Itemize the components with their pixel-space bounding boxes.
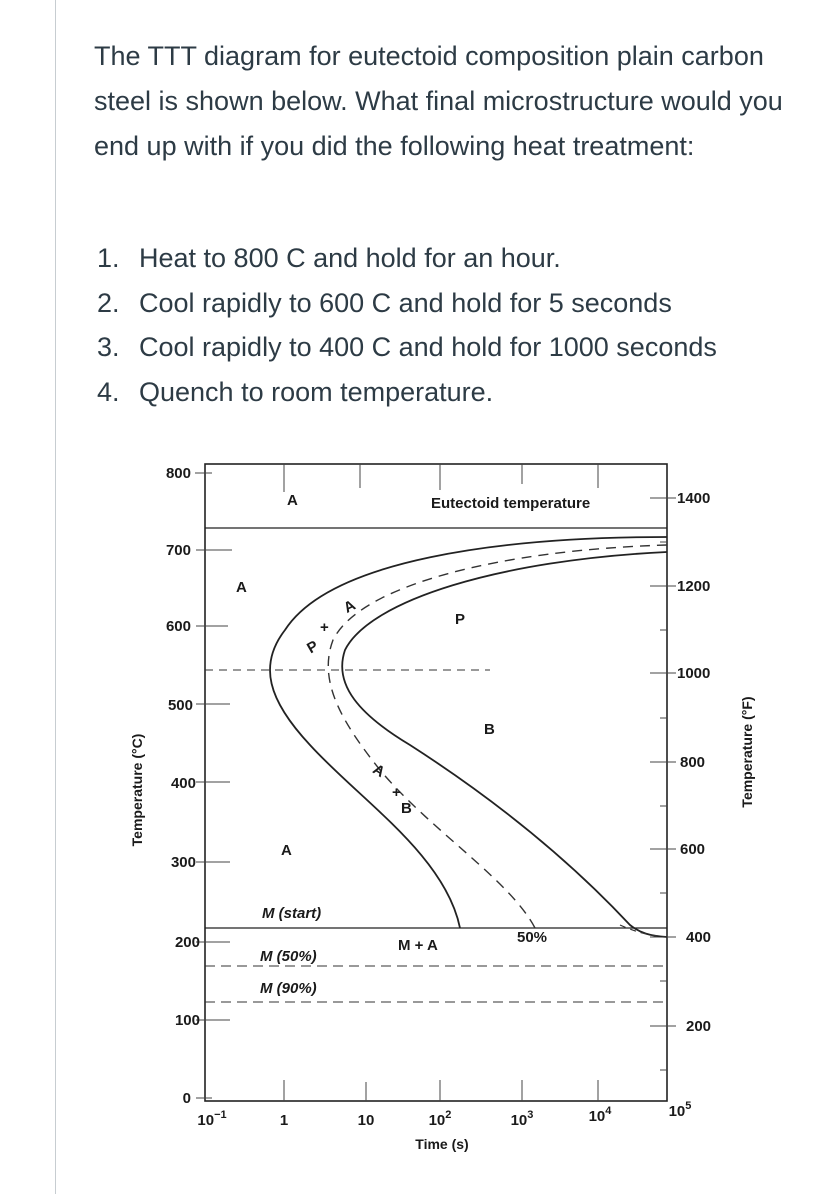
t2-base: 10 [428, 1112, 446, 1129]
c-tick-600: 600 [165, 618, 191, 635]
c-tick-500: 500 [167, 697, 193, 714]
label-austenite-top: A [287, 492, 298, 509]
label-a-plus-p-p: P [304, 637, 322, 658]
step-number: 1. [97, 243, 120, 273]
label-austenite-left: A [236, 579, 247, 596]
c-tick-800: 800 [165, 465, 191, 482]
step-text: Quench to room temperature. [139, 376, 494, 407]
t-tick-0: 1 [279, 1112, 289, 1129]
c-tick-200: 200 [174, 934, 200, 951]
f-tick-1400: 1400 [677, 490, 711, 507]
t5-base: 10 [668, 1103, 686, 1120]
f-tick-200: 200 [686, 1018, 712, 1035]
start-curve [270, 537, 667, 928]
list-item [97, 325, 817, 370]
fifty-percent-curve [328, 545, 667, 928]
t3-base: 10 [510, 1112, 528, 1129]
ttt-diagram [110, 455, 770, 1175]
lower-dashed-curve [620, 925, 667, 937]
label-fifty-percent: 50% [517, 929, 548, 946]
f-tick-600: 600 [680, 841, 706, 858]
step-number: 3. [97, 332, 120, 362]
label-m50: M (50%) [260, 948, 317, 965]
c-tick-100: 100 [174, 1012, 200, 1029]
f-tick-1000: 1000 [677, 665, 711, 682]
finish-curve [342, 552, 667, 937]
question-prompt: The TTT diagram for eutectoid composition plain carbon steel is shown below. What final microstructure would you end up with if you did the following heat treatment: [94, 41, 783, 161]
c-tick-300: 300 [170, 854, 196, 871]
step-number: 2. [97, 287, 120, 318]
list-item [97, 236, 817, 281]
c-tick-0: 0 [182, 1090, 191, 1107]
time-axis-ticks [284, 464, 598, 1101]
label-austenite-lower: A [281, 842, 292, 859]
label-m90: M (90%) [260, 980, 317, 997]
t3-exp: 3 [527, 1109, 534, 1121]
celsius-axis-title: Temperature (°C) [129, 733, 145, 847]
t-minus1-base: 10 [197, 1112, 215, 1129]
step-text: Cool rapidly to 400 C and hold for 1000 seconds [139, 332, 717, 362]
label-eutectoid-temperature: Eutectoid temperature [431, 495, 591, 512]
label-a-plus-p-plus: + [320, 619, 329, 636]
t-tick-minus1 [197, 1109, 226, 1129]
t-tick-3 [511, 1109, 534, 1129]
t-tick-1: 10 [357, 1112, 375, 1129]
label-a-plus-b-a: A [369, 760, 388, 782]
list-item [97, 370, 817, 415]
time-axis-title: Time (s) [415, 1136, 469, 1152]
label-bainite: B [484, 721, 495, 738]
t-tick-2 [429, 1109, 452, 1129]
label-a-plus-b-plus: + [392, 784, 401, 801]
label-pearlite: P [455, 611, 466, 628]
label-a-plus-b-b: B [401, 800, 412, 817]
fahrenheit-axis-title: Temperature (°F) [739, 696, 755, 808]
fahrenheit-axis-ticks [650, 498, 676, 1070]
celsius-axis-ticks [195, 473, 232, 1098]
t5-exp: 5 [685, 1100, 692, 1112]
step-text: Cool rapidly to 600 C and hold for 5 seconds [139, 287, 672, 318]
plot-frame [205, 464, 667, 1101]
t4-base: 10 [588, 1108, 606, 1125]
step-number: 4. [97, 376, 120, 407]
time-tick-labels [197, 1100, 691, 1129]
label-m-start: M (start) [262, 905, 322, 922]
label-a-plus-p-a: A [340, 596, 359, 617]
t-minus1-exp: −1 [214, 1109, 227, 1121]
c-tick-400: 400 [170, 775, 196, 792]
celsius-tick-labels [166, 465, 200, 1107]
c-tick-700: 700 [165, 542, 191, 559]
t4-exp: 4 [605, 1105, 612, 1117]
f-tick-400: 400 [686, 929, 712, 946]
t2-exp: 2 [445, 1109, 452, 1121]
t-tick-4 [589, 1105, 613, 1125]
f-tick-1200: 1200 [677, 578, 711, 595]
t-tick-5 [669, 1100, 692, 1120]
heat-treatment-steps [97, 236, 817, 414]
list-item [97, 281, 817, 326]
label-m-plus-a: M + A [398, 937, 438, 954]
fahrenheit-tick-labels [677, 490, 711, 1035]
step-text: Heat to 800 C and hold for an hour. [139, 243, 561, 273]
f-tick-800: 800 [680, 754, 706, 771]
